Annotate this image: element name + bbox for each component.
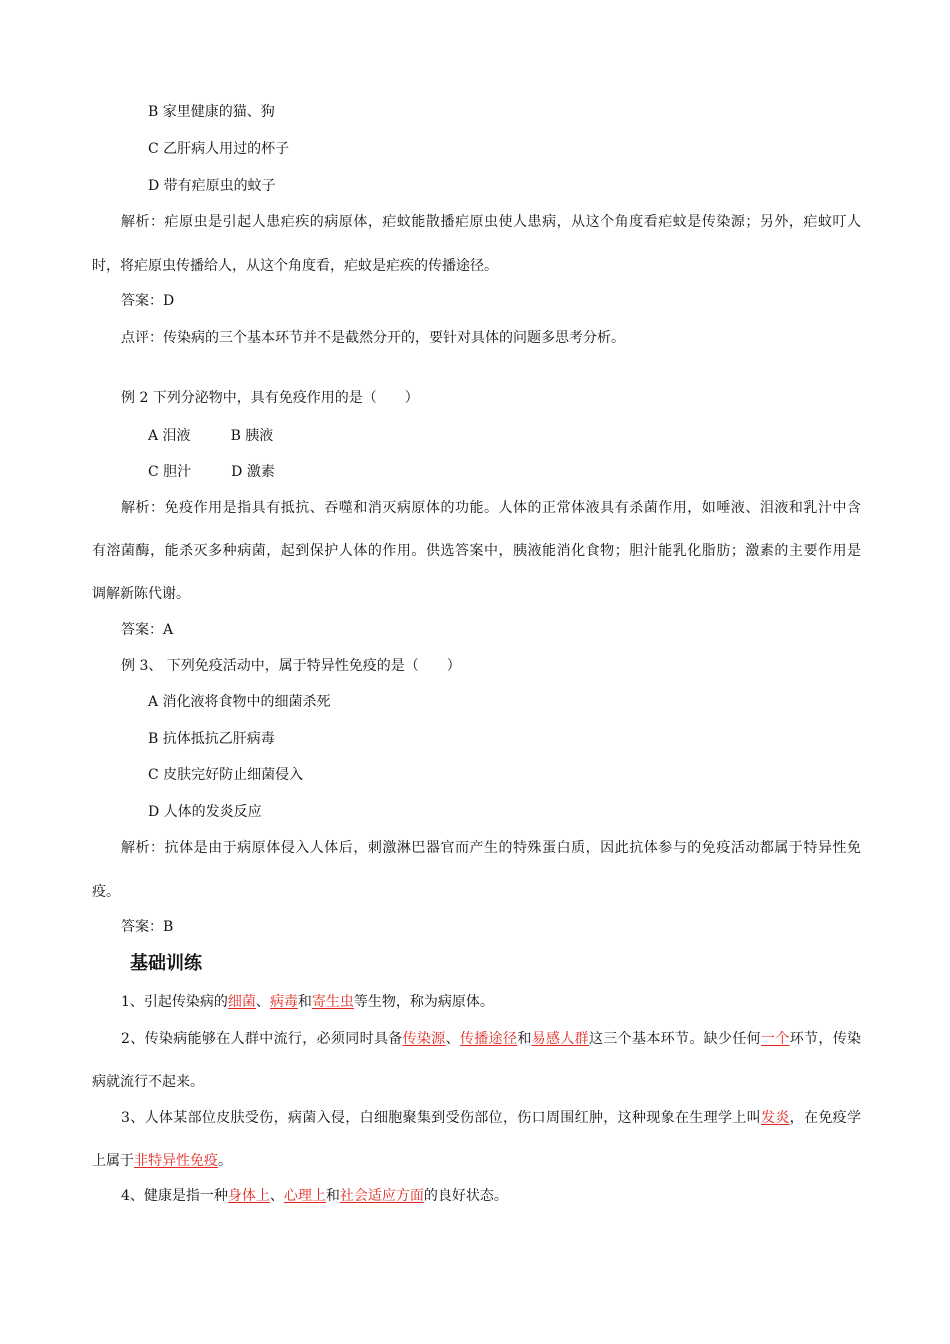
answer-blank: 传播途径 — [459, 1031, 518, 1047]
answer-blank: 寄生虫 — [311, 994, 354, 1010]
training-question-3-cont: 上属于非特异性免疫。 — [92, 1153, 232, 1169]
training-question-4: 4、健康是指一种身体上、心理上和社会适应方面的良好状态。 — [121, 1188, 508, 1204]
comment: 点评：传染病的三个基本环节并不是截然分开的，要针对具体的问题多思考分析。 — [121, 330, 625, 346]
answer-blank: 社会适应方面 — [339, 1188, 424, 1204]
option-d: D 人体的发炎反应 — [148, 804, 262, 820]
option-d: D 带有疟原虫的蚊子 — [148, 178, 276, 194]
answer-blank: 心理上 — [283, 1188, 326, 1204]
analysis-line: 解析：免疫作用是指具有抵抗、吞噬和消灭病原体的功能。人体的正常体液具有杀菌作用，如唾液、泪液和乳汁中含 — [121, 500, 861, 516]
analysis-line: 解析：疟原虫是引起人患疟疾的病原体，疟蚊能散播疟原虫使人患病，从这个角度看疟蚊是传染源；另外，疟蚊叮人 — [121, 214, 861, 230]
example-3-question: 例 3、 下列免疫活动中，属于特异性免疫的是（ ） — [121, 658, 461, 674]
analysis-line: 疫。 — [92, 884, 120, 900]
answer: 答案：D — [121, 293, 175, 309]
option-c: C 胆汁 — [148, 464, 192, 480]
answer-blank: 一个 — [761, 1031, 790, 1047]
training-question-3: 3、人体某部位皮肤受伤，病菌入侵，白细胞聚集到受伤部位，伤口周围红肿，这种现象在生理学上叫发炎，在免疫学 — [121, 1110, 862, 1126]
answer-blank: 传染源 — [402, 1031, 446, 1047]
option-d: D 激素 — [231, 464, 275, 480]
answer: 答案：B — [121, 919, 174, 935]
section-heading: 基础训练 — [130, 953, 202, 974]
analysis-line: 有溶菌酶，能杀灭多种病菌，起到保护人体的作用。供选答案中，胰液能消化食物；胆汁能乳化脂肪；激素的主要作用是 — [92, 543, 861, 559]
example-2-question: 例 2 下列分泌物中，具有免疫作用的是（ ） — [121, 390, 419, 406]
training-question-2-cont: 病就流行不起来。 — [92, 1074, 204, 1090]
answer: 答案：A — [121, 622, 174, 638]
answer-blank: 病毒 — [269, 994, 298, 1010]
option-a: A 消化液将食物中的细菌杀死 — [148, 694, 331, 710]
analysis-line: 解析：抗体是由于病原体侵入人体后，刺激淋巴器官而产生的特殊蛋白质，因此抗体参与的免疫活动都属于特异性免 — [121, 840, 861, 856]
option-c: C 乙肝病人用过的杯子 — [148, 141, 290, 157]
option-row — [148, 463, 275, 481]
training-question-2: 2、传染病能够在人群中流行，必须同时具备传染源、传播途径和易感人群这三个基本环节。缺少任何一个环节，传染 — [121, 1031, 862, 1047]
option-c: C 皮肤完好防止细菌侵入 — [148, 767, 304, 783]
training-question-1: 1、引起传染病的细菌、病毒和寄生虫等生物，称为病原体。 — [121, 994, 494, 1010]
analysis-line: 调解新陈代谢。 — [92, 586, 190, 602]
answer-blank: 非特异性免疫 — [134, 1153, 218, 1169]
option-a: A 泪液 — [148, 428, 191, 444]
option-b: B 胰液 — [230, 428, 274, 444]
option-row — [148, 427, 273, 445]
answer-blank: 细菌 — [227, 994, 256, 1010]
analysis-line: 时，将疟原虫传播给人，从这个角度看，疟蚊是疟疾的传播途径。 — [92, 258, 498, 274]
answer-blank: 发炎 — [761, 1110, 790, 1126]
option-b: B 抗体抵抗乙肝病毒 — [148, 731, 275, 747]
answer-blank: 身体上 — [227, 1188, 270, 1204]
answer-blank: 易感人群 — [531, 1031, 589, 1047]
option-b: B 家里健康的猫、狗 — [148, 104, 275, 120]
